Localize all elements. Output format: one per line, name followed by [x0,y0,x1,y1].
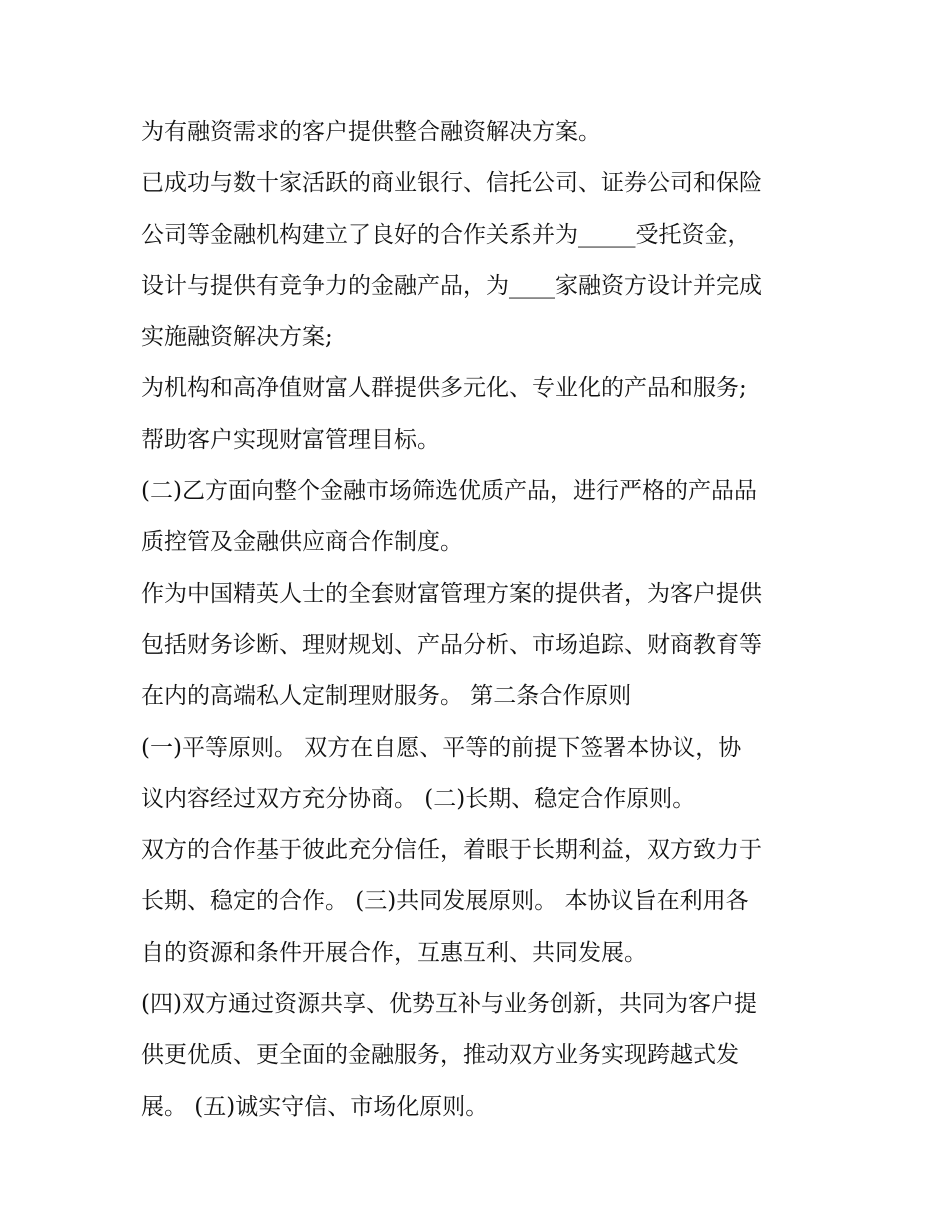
text-line: 帮助客户实现财富管理目标。 [141,426,440,453]
text-line: (二)乙方面向整个金融市场筛选优质产品，进行严格的产品品 [141,478,757,505]
text-line: 议内容经过双方充分协商。 (二)长期、稳定合作原则。 [141,785,696,812]
text-line: 设计与提供有竞争力的金融产品，为____家融资方设计并完成 [141,272,762,299]
document-body [141,107,821,1133]
text-line: 长期、稳定的合作。 (三)共同发展原则。 本协议旨在利用各 [141,888,749,915]
text-line: 为机构和高净值财富人群提供多元化、专业化的产品和服务; [141,375,747,402]
text-line: (一)平等原则。 双方在自愿、平等的前提下签署本协议，协 [141,734,742,761]
text-line: 在内的高端私人定制理财服务。 第二条合作原则 [141,683,632,710]
text-line: 已成功与数十家活跃的商业银行、信托公司、证券公司和保险 [141,170,762,197]
text-line: 为有融资需求的客户提供整合融资解决方案。 [141,119,601,145]
text-line: 公司等金融机构建立了良好的合作关系并为_____受托资金， [141,221,751,248]
text-line: 自的资源和条件开展合作，互惠互利、共同发展。 [141,939,647,966]
text-line: 供更优质、更全面的金融服务，推动双方业务实现跨越式发 [141,1042,739,1069]
text-line: 双方的合作基于彼此充分信任，着眼于长期利益，双方致力于 [141,837,762,864]
text-line: 实施融资解决方案; [141,324,333,351]
text-line: 质控管及金融供应商合作制度。 [141,529,463,556]
text-line: (四)双方通过资源共享、优势互补与业务创新，共同为客户提 [141,991,757,1018]
text-line: 展。 (五)诚实守信、市场化原则。 [141,1093,489,1120]
text-line: 作为中国精英人士的全套财富管理方案的提供者，为客户提供 [141,580,762,607]
text-line: 包括财务诊断、理财规划、产品分析、市场追踪、财商教育等 [141,631,762,658]
